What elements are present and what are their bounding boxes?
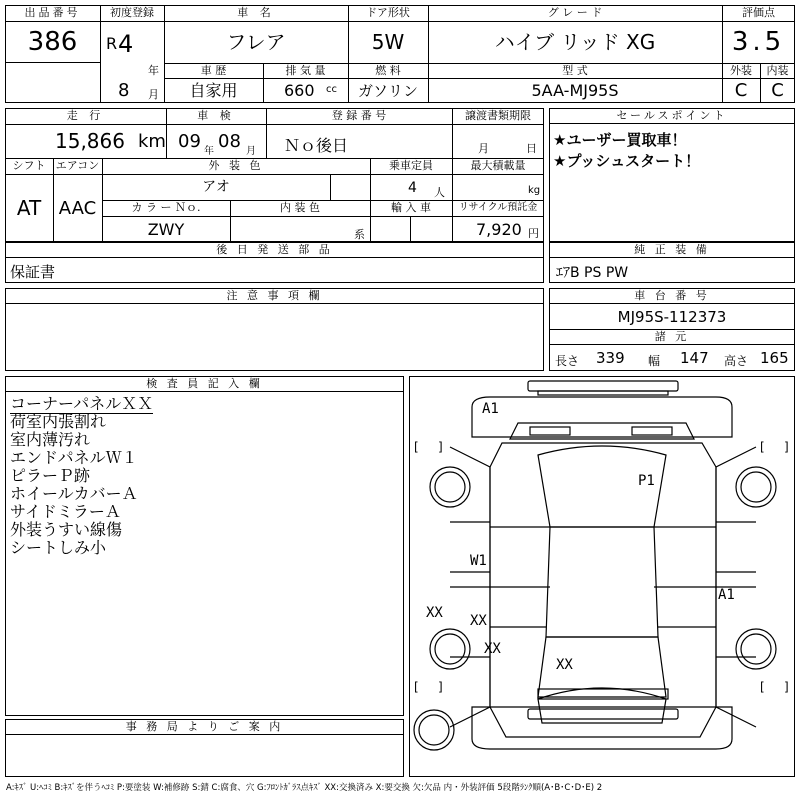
load-label: 最大積載量: [470, 159, 526, 172]
door-label: ドア形状: [366, 6, 410, 19]
legend: A:ｷｽﾞ U:ﾍｺﾐ B:ｷｽﾞを伴うﾍｺﾐ P:要塗装 W:補修跡 S:錆 C:腐食、穴 G:ﾌﾛﾝﾄｶﾞﾗｽ点ｷｽﾞ XX:交換済み X:要交換 欠:欠品 内・外装評価 5段階ﾗﾝｸ順(A･B･C･D･E) 2: [6, 783, 603, 793]
grade-label: グ レ ー ド: [547, 6, 603, 19]
svg-text:[: [: [414, 680, 419, 694]
seats-unit: 人: [434, 186, 445, 199]
transfer-label: 譲渡書類期限: [465, 109, 531, 122]
car-diagram: [409, 376, 795, 777]
mark-front-a1: A1: [482, 401, 499, 417]
transfer-month: 月: [478, 142, 489, 155]
fuel-value: ガソリン: [357, 82, 418, 100]
shift-label: シフト: [12, 159, 46, 172]
grade-value: ハイブ リッド XG: [494, 30, 656, 54]
dims-label: 諸 元: [549, 329, 795, 345]
svg-text:]: ]: [784, 680, 789, 694]
shift-value: AT: [16, 196, 42, 220]
equipment-value: ｴｱB PS PW: [556, 265, 629, 281]
svg-text:[: [: [760, 440, 765, 454]
inspect-year-unit: 年: [204, 146, 214, 157]
svg-text:]: ]: [784, 440, 789, 454]
ext-grade: C: [734, 80, 748, 101]
mark-door-w1: W1: [470, 553, 487, 569]
note-8: 外装うすい線傷: [10, 520, 123, 539]
era: R: [106, 34, 118, 53]
plate-value: Ｎｏ後日: [284, 136, 349, 155]
model-value: 5AA-MJ95S: [531, 81, 619, 100]
car-name: フレア: [226, 30, 286, 54]
note-4: エンドパネルＷ１: [10, 448, 138, 467]
note-9: シートしみ小: [10, 538, 107, 557]
mileage-value: 15,866: [55, 129, 125, 153]
int-label: 内装: [766, 64, 789, 77]
note-6: ホイールカバーＡ: [10, 484, 138, 503]
model-label: 型 式: [562, 64, 588, 77]
len-value: 339: [596, 349, 625, 367]
reg-month: 8: [118, 80, 130, 101]
note-5: ピラーＰ跡: [10, 466, 91, 485]
lot-label: 出品番号: [24, 6, 81, 19]
interior-suffix: 系: [354, 228, 365, 241]
year-suffix: 年: [148, 64, 159, 77]
color-value: アオ: [202, 179, 230, 195]
wid-value: 147: [680, 349, 709, 367]
ac-value: AAC: [58, 198, 97, 219]
transfer-day: 日: [526, 142, 537, 155]
mark-rear-xx-2: XX: [470, 613, 487, 629]
mileage-unit: km: [138, 131, 166, 152]
note-2: 荷室内張割れ: [10, 412, 107, 431]
svg-text:]: ]: [438, 680, 443, 694]
parts-label: 後 日 発 送 部 品: [5, 242, 544, 258]
svg-text:]: ]: [438, 440, 443, 454]
lot-number: 386: [27, 27, 78, 57]
disp-value: 660: [284, 81, 315, 100]
chassis-label: 車 台 番 号: [549, 288, 795, 304]
len-label: 長さ: [555, 354, 580, 368]
month-suffix: 月: [148, 88, 159, 101]
reg-year: 4: [118, 30, 134, 58]
disp-unit: cc: [326, 84, 337, 95]
caution-label: 注 意 事 項 欄: [5, 288, 544, 304]
door-type: 5W: [371, 30, 405, 54]
mark-rear-xx-4: XX: [556, 657, 573, 673]
parts-value: 保証書: [10, 263, 56, 281]
hgt-label: 高さ: [724, 354, 749, 368]
note-7: サイドミラーＡ: [10, 502, 121, 521]
history-value: 自家用: [189, 81, 238, 100]
mark-side-a1: A1: [718, 587, 735, 603]
inspector-label: 検 査 員 記 入 欄: [5, 376, 404, 392]
mileage-label: 走 行: [66, 109, 105, 122]
inspect-month-unit: 月: [246, 146, 256, 157]
ac-label: エアコン: [55, 159, 100, 172]
mark-rear-xx-3: XX: [484, 641, 501, 657]
recycle-label: リサイクル預託金: [458, 202, 538, 213]
mark-rear-xx-1: XX: [426, 605, 443, 621]
note-1: コーナーパネルＸＸ: [10, 394, 154, 413]
inspect-month: 08: [218, 131, 241, 152]
chassis-value: MJ95S-112373: [617, 308, 727, 326]
svg-text:[: [: [414, 440, 419, 454]
color-label: 外 装 色: [208, 159, 264, 172]
score-label: 評価点: [742, 6, 775, 19]
wid-label: 幅: [648, 354, 661, 368]
first-reg-label: 初度登録: [110, 6, 154, 19]
ext-label: 外装: [730, 64, 752, 77]
recycle-unit: 円: [528, 227, 539, 240]
inspect-label: 車 検: [197, 109, 235, 122]
seats-label: 乗車定員: [389, 159, 433, 172]
fuel-label: 燃 料: [375, 64, 401, 77]
recycle-value: 7,920: [476, 220, 522, 239]
name-label: 車 名: [237, 6, 275, 19]
color-no-label: カ ラ ー Ｎｏ.: [131, 201, 201, 214]
svg-text:[: [: [760, 680, 765, 694]
load-unit: kg: [528, 185, 541, 196]
mark-roof-p1: P1: [638, 473, 655, 489]
interior-label: 内 装 色: [280, 201, 320, 214]
history-label: 車 歴: [200, 64, 227, 77]
color-no-value: ZWY: [147, 220, 185, 239]
plate-label: 登 録 番 号: [331, 109, 387, 122]
import-label: 輸 入 車: [391, 201, 431, 214]
hgt-value: 165: [760, 349, 789, 367]
sales-label: セールスポイント: [549, 108, 795, 124]
equipment-label: 純 正 装 備: [549, 242, 795, 258]
disp-label: 排 気 量: [285, 64, 326, 77]
sales-point-2: ★プッシュスタート！: [553, 152, 701, 170]
note-3: 室内薄汚れ: [10, 430, 91, 449]
int-grade: C: [771, 80, 784, 101]
inspect-year: 09: [178, 131, 201, 152]
seats-value: 4: [408, 180, 417, 196]
office-label: 事 務 局 よ り ご 案 内: [5, 719, 404, 735]
score-value: 3.5: [731, 27, 786, 57]
sales-point-1: ★ユーザー買取車！: [553, 131, 687, 149]
